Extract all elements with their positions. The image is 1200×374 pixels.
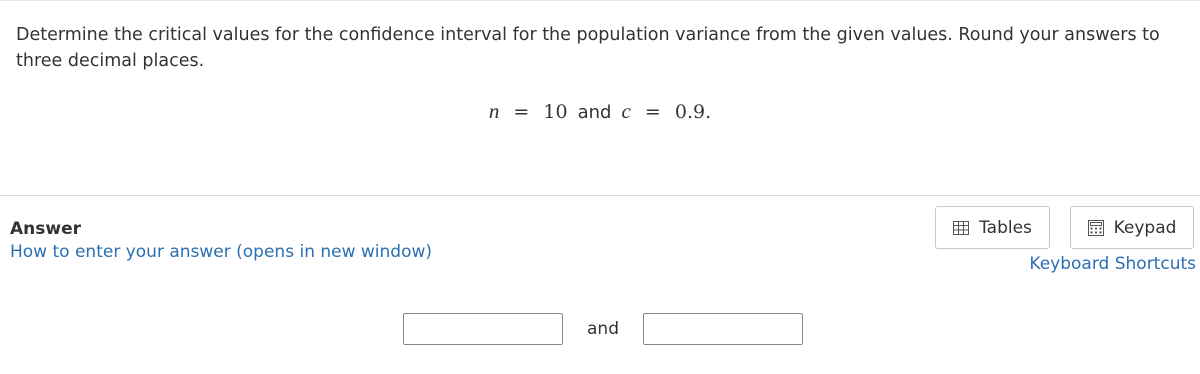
and-text: and: [577, 102, 612, 123]
keypad-label: Keypad: [1113, 217, 1177, 238]
tables-button[interactable]: [935, 206, 1050, 249]
keypad-button[interactable]: [1070, 206, 1194, 249]
section-divider: [0, 195, 1200, 196]
equals-sign: =: [513, 101, 530, 123]
top-divider: [0, 0, 1200, 1]
c-value: 0.9.: [674, 101, 712, 123]
given-values-expression: [0, 97, 1200, 127]
table-grid-icon: [953, 221, 969, 235]
answer-inputs-row: [0, 313, 1200, 347]
second-critical-value-input[interactable]: [643, 313, 803, 345]
answer-conjunction: and: [587, 319, 619, 339]
variable-c: c: [621, 99, 631, 123]
tables-label: Tables: [979, 217, 1032, 238]
keyboard-shortcuts-link[interactable]: Keyboard Shortcuts: [1029, 254, 1196, 274]
variable-n: n: [488, 99, 500, 123]
how-to-enter-answer-link[interactable]: How to enter your answer (opens in new window): [10, 242, 433, 262]
keypad-icon: [1088, 220, 1104, 236]
first-critical-value-input[interactable]: [403, 313, 563, 345]
n-value: 10: [543, 101, 568, 123]
question-prompt: Determine the critical values for the confidence interval for the population variance from the given values. Round your answers to three decimal places.: [16, 25, 1160, 71]
answer-heading: Answer: [10, 219, 81, 239]
equals-sign-2: =: [644, 101, 661, 123]
